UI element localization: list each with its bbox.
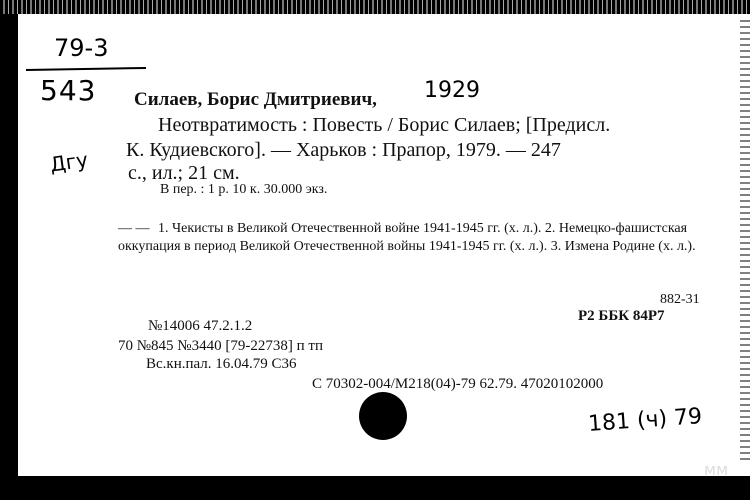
title-line-2: К. Кудиевского]. — Харьков : Прапор, 1979. — 247 (126, 139, 561, 161)
subject-headings (118, 220, 730, 256)
subject-list: 1. Чекисты в Великой Отечественной войне 1941-1945 гг. (х. л.). 2. Немецко-фашистская оккупация в период Великой Отечественной войны 1941-1945 гг. (х. л.). 3. Измена Родине (х. л.). (118, 221, 696, 254)
punch-hole (359, 392, 407, 440)
handwritten-call-number: 79-3 (54, 34, 109, 62)
service-line-3: Вс.кн.пал. 16.04.79 С36 (146, 356, 297, 372)
title-line-3: с., ил.; 21 см. (128, 162, 240, 184)
service-line-2: 70 №845 №3440 [79-22738] п тп (118, 338, 323, 354)
handwritten-signature: 181 (ч) 79 (587, 404, 703, 437)
service-line-4: С 70302-004/М218(04)-79 62.79. 47020102000 (312, 376, 604, 392)
handwritten-side-note: Дгу (48, 147, 90, 177)
card-bottom-edge (0, 476, 750, 500)
service-line-1: №14006 47.2.1.2 (148, 318, 253, 334)
card-right-edge (740, 20, 750, 460)
bbk-number: 882-31 (660, 292, 700, 307)
author-heading: Силаев, Борис Дмитриевич, (134, 89, 377, 110)
price-and-print-run: В пер. : 1 р. 10 к. 30.000 экз. (160, 182, 328, 197)
handwritten-inventory-number: 543 (40, 74, 97, 107)
card-left-border (0, 14, 18, 476)
title-line-1: Неотвратимость : Повесть / Борис Силаев; [Предисл. (158, 114, 611, 136)
subject-lead: — — (118, 221, 150, 236)
card-top-edge (0, 0, 750, 14)
handwritten-birth-year: 1929 (424, 78, 480, 103)
handwritten-corner-mark: мм (704, 460, 729, 479)
bbk-classification: Р2 ББК 84Р7 (578, 308, 665, 324)
